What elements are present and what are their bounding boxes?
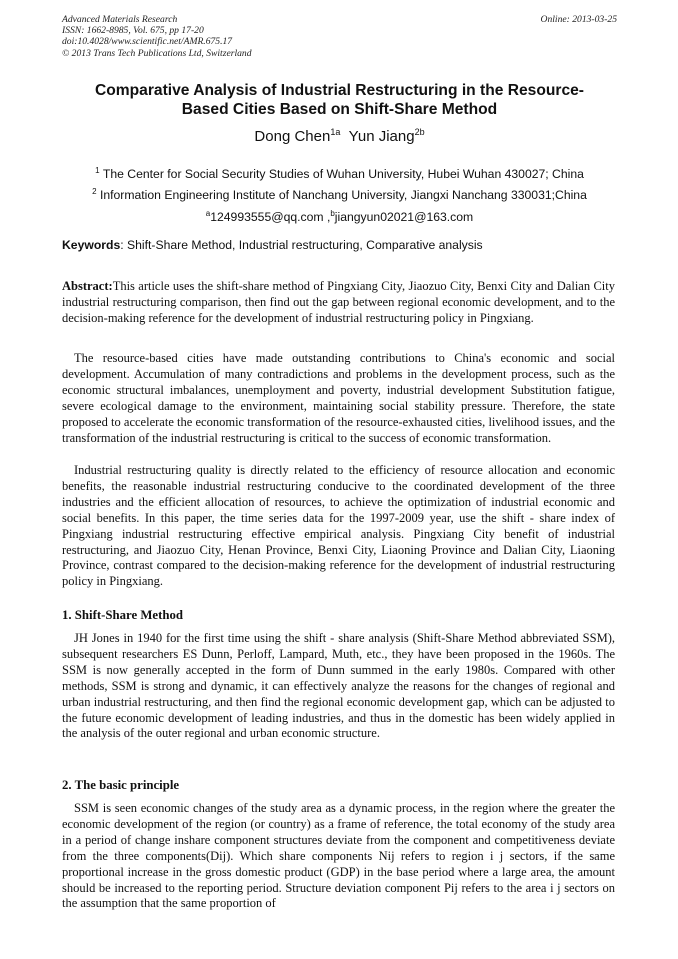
journal-name: Advanced Materials Research <box>62 14 178 25</box>
section-2-paragraph <box>62 801 615 912</box>
author-1-name: Dong Chen <box>254 128 331 145</box>
abstract-label: Abstract: <box>62 279 113 293</box>
email-b: jiangyun02021@163.com <box>334 210 474 225</box>
journal-copyright: © 2013 Trans Tech Publications Ltd, Switzerland <box>62 47 252 59</box>
intro-paragraph-2 <box>62 463 615 590</box>
author-list <box>62 127 617 145</box>
journal-issn: ISSN: 1662-8985, Vol. 675, pp 17-20 <box>62 25 204 37</box>
affiliation-2-sup: 2 <box>92 187 97 196</box>
affiliation-2 <box>62 185 617 202</box>
abstract-text: This article uses the shift-share method of Pingxiang City, Jiaozuo City, Benxi City and Dalian City industrial restructuring comparison, then find out the gap between regional economic development, and to the decision-making reference for the development of industrial restructuring policy in Pingxiang. <box>62 279 615 325</box>
section-2-heading: 2. The basic principle <box>62 778 180 792</box>
email-b-sup: b <box>330 209 335 218</box>
section-1-heading: 1. Shift-Share Method <box>62 608 183 622</box>
keywords-text: : Shift-Share Method, Industrial restructuring, Comparative analysis <box>120 238 483 252</box>
affiliation-2-text: Information Engineering Institute of Nanchang University, Jiangxi Nanchang 330031;China <box>99 188 587 203</box>
title-line-1: Comparative Analysis of Industrial Restructuring in the Resource- <box>95 82 584 99</box>
abstract <box>62 279 615 327</box>
affiliation-1 <box>62 164 617 181</box>
author-emails <box>62 207 617 224</box>
email-a: 124993555@qq.com , <box>210 210 331 225</box>
email-a-sup: a <box>205 209 211 218</box>
affiliation-1-text: The Center for Social Security Studies of Wuhan University, Hubei Wuhan 430027; China <box>102 167 584 182</box>
intro-paragraph-1-text: The resource-based cities have made outstanding contributions to China's economic and social development. Accumulation of many contradictions and problems in the development process, such as the economic structural imbalances, unemployment and poverty, industrial development Substitution fatigue, severe ecological damage to the environment, maintaining social stability pressure. Therefore, the state proposed to accelerate the economic transformation of the resource-exhausted cities, livelihood issues, and the transformation of the industrial restructuring is critical to the success of economic transformation. <box>62 351 615 445</box>
journal-doi: doi:10.4028/www.scientific.net/AMR.675.17 <box>62 36 233 48</box>
online-date: Online: 2013-03-25 <box>540 14 617 25</box>
author-1-sup: 1a <box>330 127 341 137</box>
keywords <box>62 238 617 252</box>
author-2-sup: 2b <box>414 127 425 137</box>
keywords-label: Keywords <box>62 238 121 252</box>
journal-header <box>62 14 617 59</box>
affiliation-1-sup: 1 <box>95 166 100 175</box>
intro-paragraph-1 <box>62 351 615 446</box>
section-2-paragraph-text: SSM is seen economic changes of the study area as a dynamic process, in the region where the greater the economic development of the region (or country) as a frame of reference, the total economy of the study area in a period of change inshare component structures deviate from the component and competitiveness deviate from the three components(Dij). Which share components Nij refers to region i j sectors, if the same proportional increase in the gross domestic product (GDP) in the base period where a large area, the amount should be increased to the reporting period. Structure deviation component Pij refers to the area i j sectors on the assumption that the same proportion of <box>62 801 615 911</box>
author-2-name: Yun Jiang <box>348 128 415 145</box>
section-1-paragraph-text: JH Jones in 1940 for the first time using the shift - share analysis (Shift-Share Method abbreviated SSM), subsequent researchers ES Dunn, Perloff, Lampard, Muth, etc., they have been proposed in the 1960s. The SSM is now generally accepted in the form of Dunn summed in the early 1980s. Compared with other methods, SSM is strong and dynamic, it can effectively analyze the reasons for the changes of regional and urban industrial restructuring, and then find the regional economic development gap, which can be adjusted to the future economic development of leading industries, and thus in the domestic has been widely applied in the analysis of the outer regional and urban economic structure. <box>62 631 615 741</box>
intro-paragraph-2-text: Industrial restructuring quality is directly related to the efficiency of resource allocation and economic benefits, the reasonable industrial restructuring conducive to the coordinated development of the three industries and the efficient allocation of resources, to achieve the optimization of industrial economic and social benefits. In this paper, the time series data for the 1997-2009 year, use the shift - share index of Pingxiang industrial restructuring effective empirical analysis. Pingxiang City benefit of industrial restructuring, and Jiaozuo City, Henan Province, Benxi City, Liaoning Province and Dalian City, Liaoning Province, contrast compared to the decision-making reference for the development of industrial restructuring policy in Pingxiang. <box>62 463 615 589</box>
section-1-paragraph <box>62 631 615 742</box>
title-line-2: Based Cities Based on Shift-Share Method <box>181 100 498 118</box>
paper-title <box>62 82 617 119</box>
